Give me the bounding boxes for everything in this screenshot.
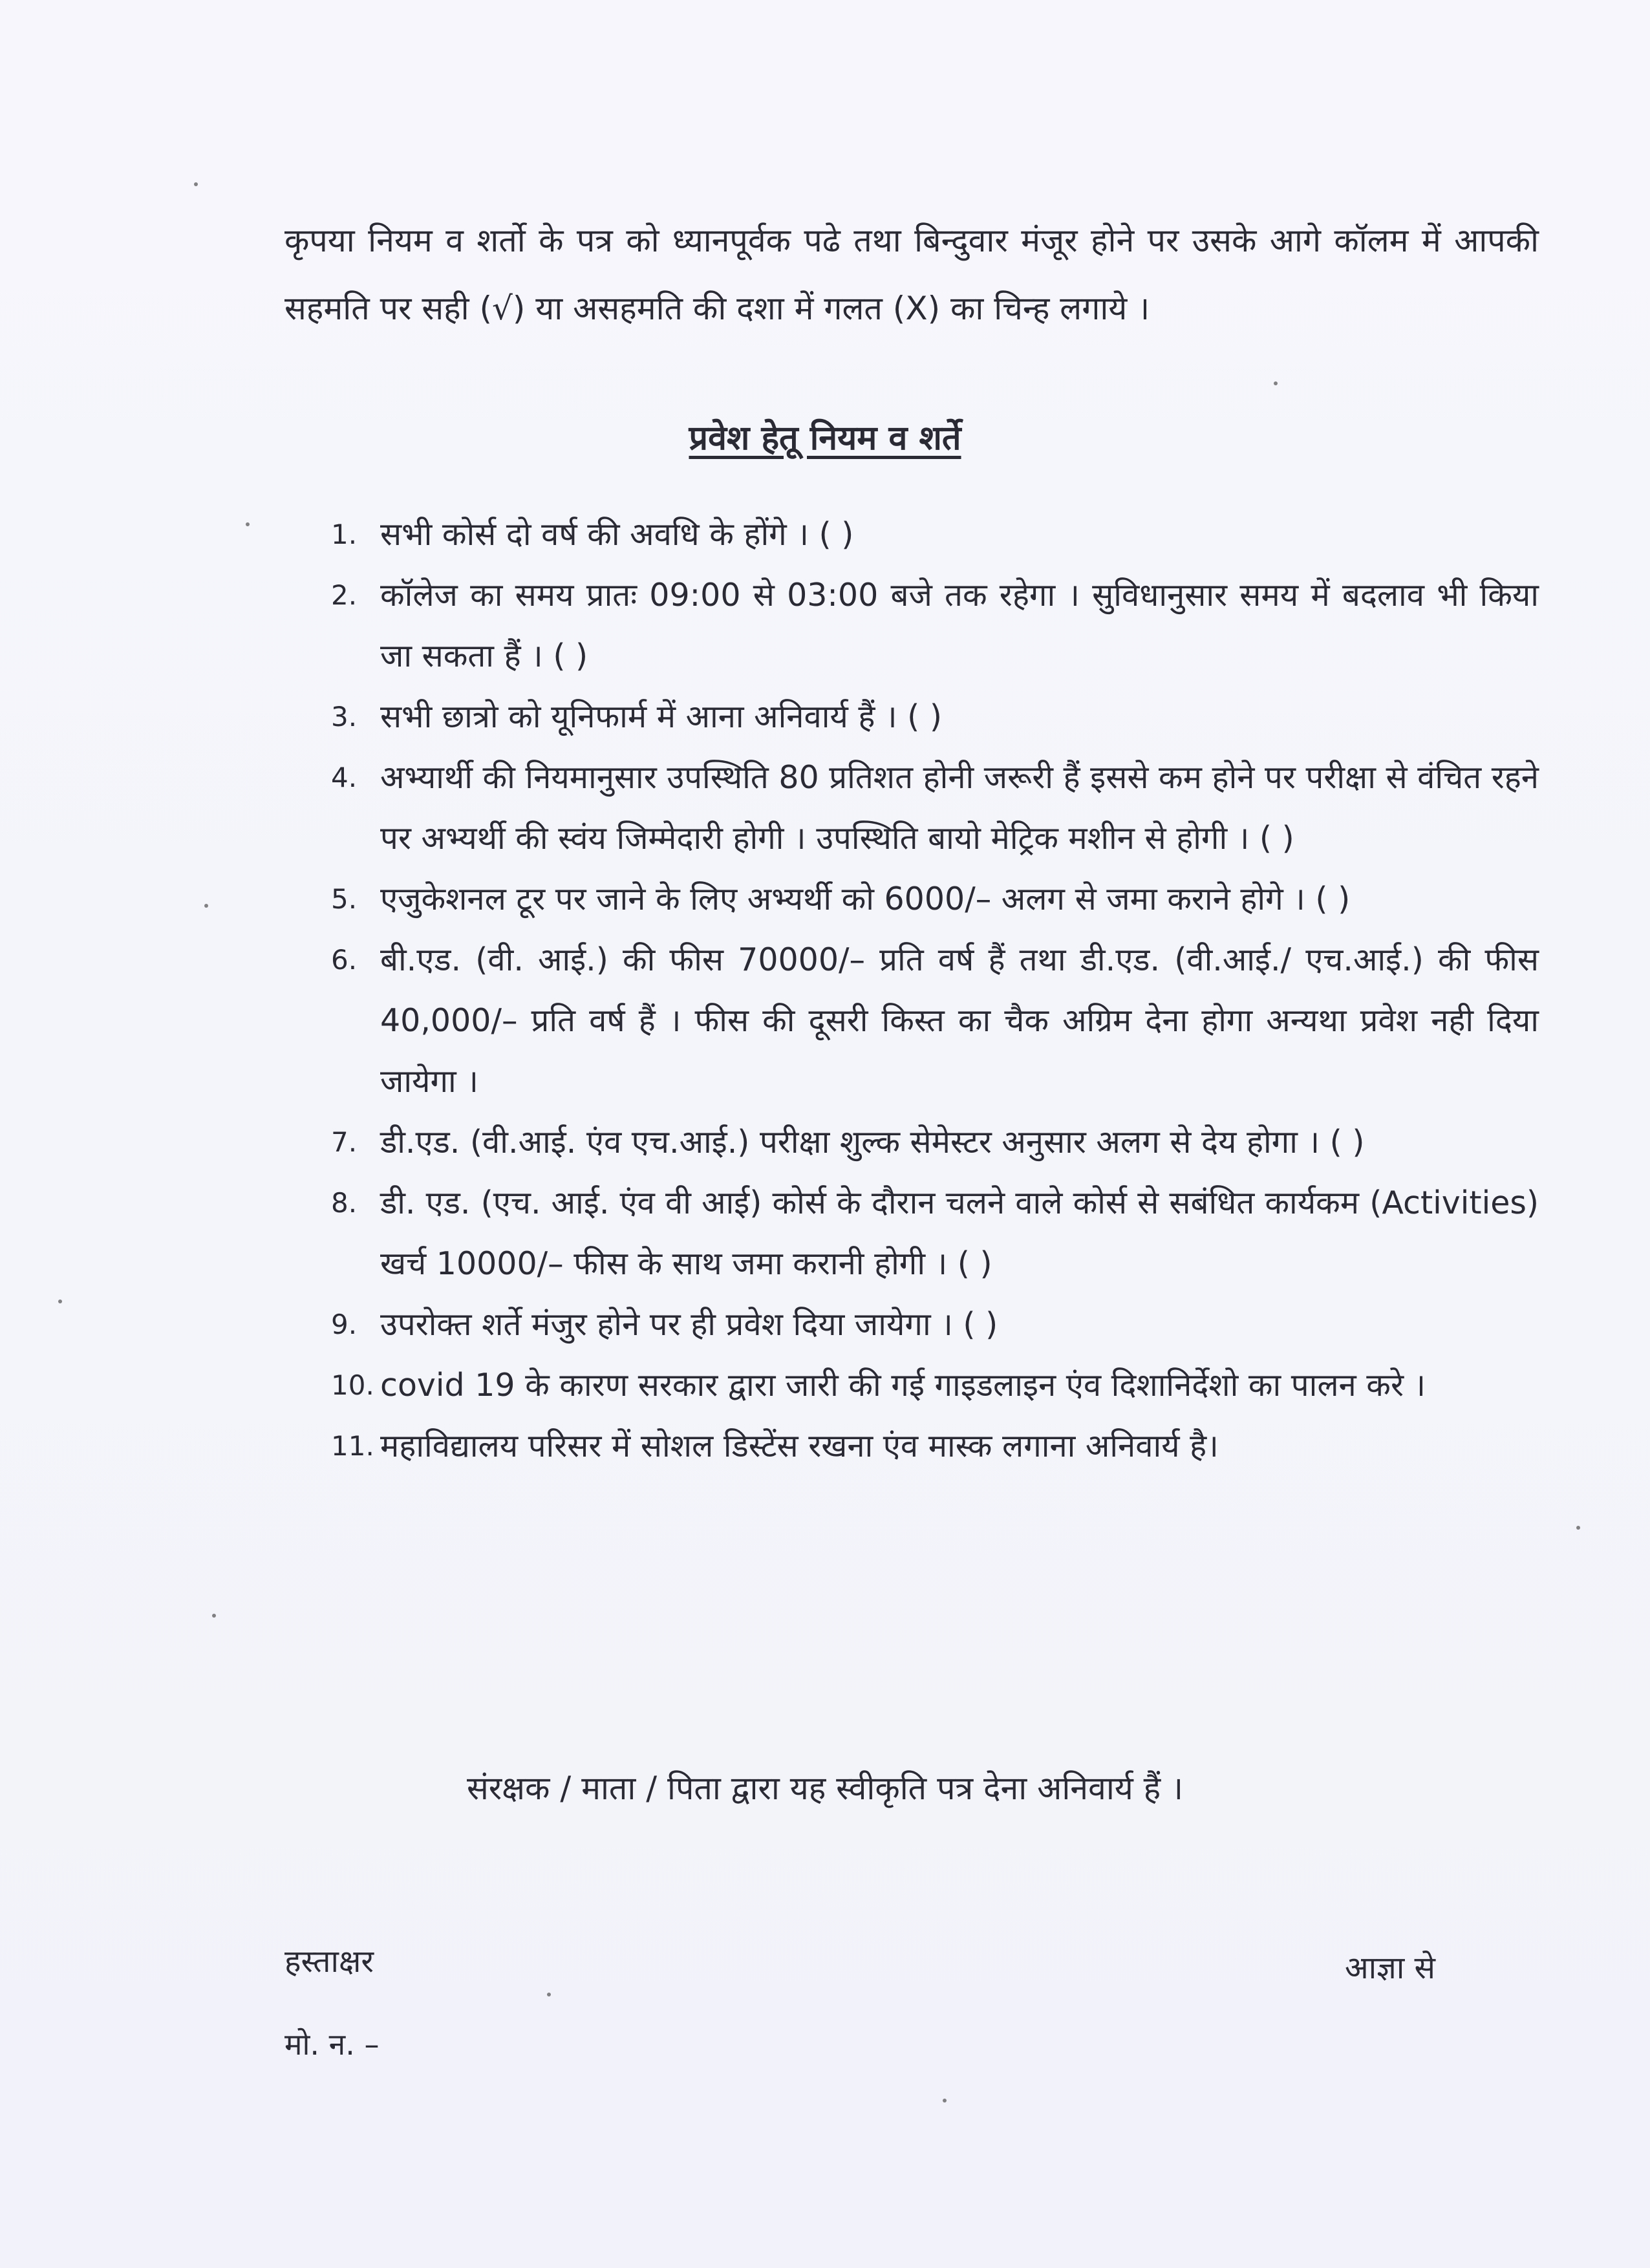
mobile-number-label: मो. न. – <box>284 2027 380 2062</box>
rule-text: कॉलेज का समय प्रातः 09:00 से 03:00 बजे तक रहेगा । सुविधानुसार समय में बदलाव भी किया जा सकता हैं । ( ) <box>380 577 1539 674</box>
rule-item-1 <box>323 504 1539 565</box>
scan-speck <box>212 1614 216 1618</box>
rule-number: 9. <box>331 1309 358 1340</box>
rule-text: सभी कोर्स दो वर्ष की अवधि के होंगे । ( ) <box>380 516 854 553</box>
rules-heading: प्रवेश हेतू नियम व शर्ते <box>689 419 961 458</box>
scan-speck <box>1576 1526 1580 1530</box>
rule-text: डी.एड. (वी.आई. एंव एच.आई.) परीक्षा शुल्क सेमेस्टर अनुसार अलग से देय होगा । ( ) <box>380 1124 1365 1161</box>
rule-text: उपरोक्त शर्ते मंजुर होने पर ही प्रवेश दिया जायेगा । ( ) <box>380 1306 998 1343</box>
rule-text: covid 19 के कारण सरकार द्वारा जारी की गई गाइडलाइन एंव दिशानिर्देशो का पालन करे । <box>380 1367 1426 1404</box>
scan-speck <box>194 182 198 186</box>
rule-number: 10. <box>331 1369 374 1401</box>
rule-number: 1. <box>331 519 358 550</box>
rule-item-10 <box>323 1355 1539 1416</box>
by-order-label: आज्ञा से <box>1345 1950 1435 1986</box>
rule-text: सभी छात्रो को यूनिफार्म में आना अनिवार्य हैं । ( ) <box>380 698 942 735</box>
rule-text: महाविद्यालय परिसर में सोशल डिस्टेंस रखना एंव मास्क लगाना अनिवार्य है। <box>380 1428 1219 1464</box>
rule-text: बी.एड. (वी. आई.) की फीस 70000/– प्रति वर्ष हैं तथा डी.एड. (वी.आई./ एच.आई.) की फीस 40,000/– प्रति वर्ष हैं । फीस की दूसरी किस्त का चैक अग्रिम देना होगा अन्यथा प्रवेश नही दिया जायेगा । <box>380 941 1539 1100</box>
rule-number: 3. <box>331 701 358 733</box>
rule-number: 2. <box>331 579 358 611</box>
rule-text: एजुकेशनल टूर पर जाने के लिए अभ्यर्थी को 6000/– अलग से जमा कराने होगे । ( ) <box>380 881 1351 917</box>
rule-item-5 <box>323 869 1539 930</box>
rule-text: अभ्यार्थी की नियमानुसार उपस्थिति 80 प्रतिशत होनी जरूरी हैं इससे कम होने पर परीक्षा से वंचित रहने पर अभ्यर्थी की स्वंय जिम्मेदारी होगी । उपस्थिति बायो मेट्रिक मशीन से होगी । ( ) <box>380 759 1539 857</box>
signature-label: हस्ताक्षर <box>284 1943 374 1980</box>
scan-speck <box>58 1300 62 1303</box>
rule-item-4 <box>323 747 1539 869</box>
scan-speck <box>1274 381 1278 385</box>
rule-number: 8. <box>331 1187 358 1219</box>
rule-item-8 <box>323 1173 1539 1294</box>
rule-item-6 <box>323 930 1539 1112</box>
rule-number: 4. <box>331 762 358 793</box>
rule-item-2 <box>323 565 1539 687</box>
rule-number: 11. <box>331 1430 374 1462</box>
rule-item-3 <box>323 687 1539 747</box>
rules-list <box>323 504 1539 1477</box>
scan-speck <box>943 2099 947 2102</box>
rule-number: 7. <box>331 1126 358 1158</box>
scan-speck <box>246 522 250 526</box>
consent-note: संरक्षक / माता / पिता द्वारा यह स्वीकृति पत्र देना अनिवार्य हैं । <box>466 1770 1184 1807</box>
rule-number: 6. <box>331 944 358 976</box>
rule-text: डी. एड. (एच. आई. एंव वी आई) कोर्स के दौरान चलने वाले कोर्स से सबंधित कार्यकम (Activities) खर्च 10000/– फीस के साथ जमा करानी होगी । ( ) <box>380 1184 1539 1282</box>
rule-item-7 <box>323 1112 1539 1173</box>
scan-speck <box>204 904 208 908</box>
scan-speck <box>547 1993 551 1996</box>
rule-item-9 <box>323 1294 1539 1355</box>
rule-item-11 <box>323 1416 1539 1477</box>
rule-number: 5. <box>331 883 358 915</box>
instructions-paragraph: कृपया नियम व शर्तो के पत्र को ध्यानपूर्वक पढे तथा बिन्दुवार मंजूर होने पर उसके आगे कॉलम में आपकी सहमति पर सही (√) या असहमति की दशा में गलत (X) का चिन्ह लगाये । <box>284 222 1539 327</box>
